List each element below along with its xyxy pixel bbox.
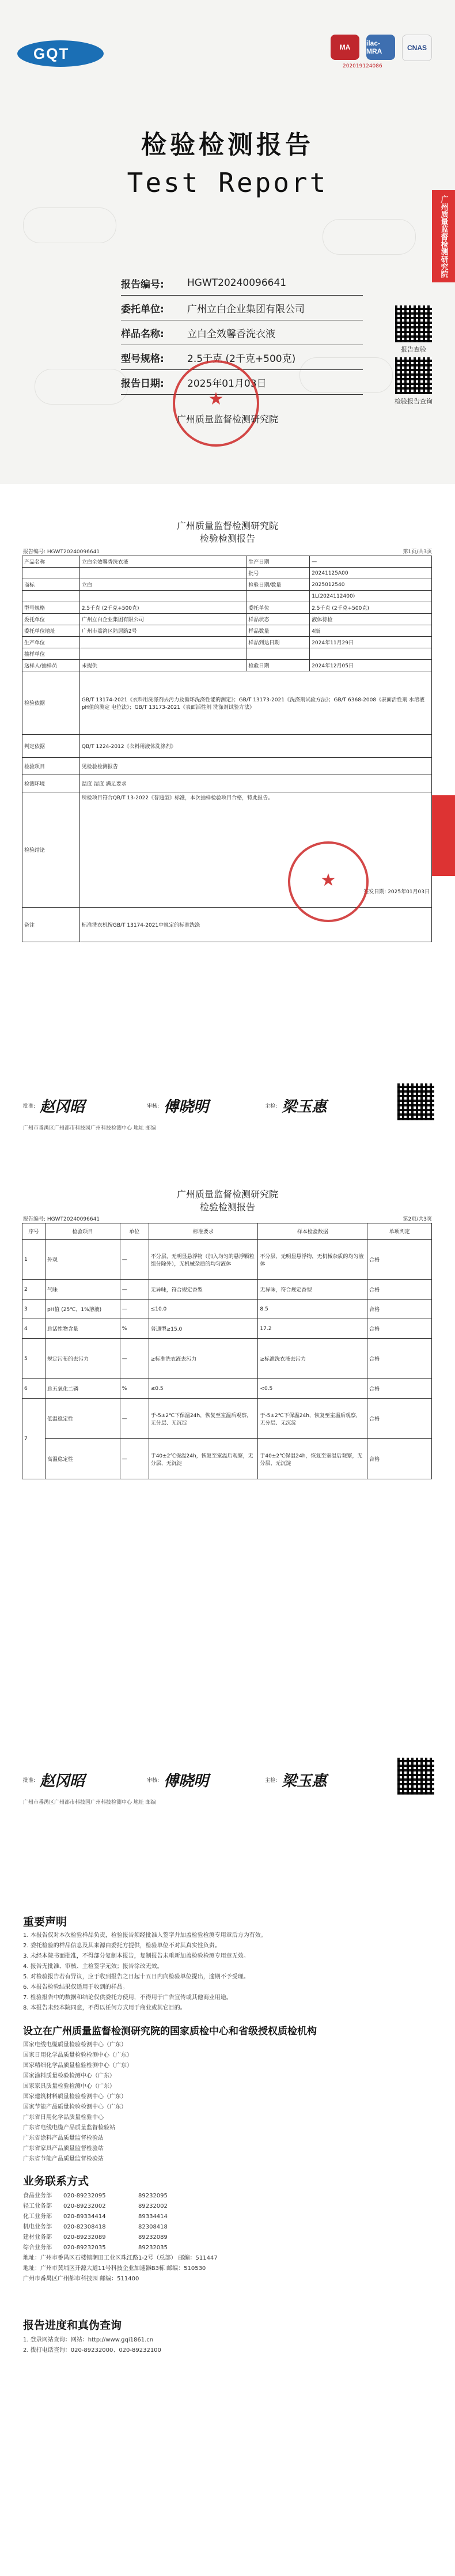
- list-item: 国家涂料质量检验检测中心（广东）: [23, 2073, 115, 2079]
- table-row: 委托单位 广州立白企业集团有限公司 样品状态 液体待检: [22, 614, 432, 625]
- contact-row: 轻工业务部 020-89232002 89232002: [23, 2203, 168, 2209]
- table-row: 3 pH值 (25℃，1%溶液) — ≤10.0 8.5 合格: [22, 1300, 432, 1319]
- info-row: 报告编号: HGWT20240096641: [121, 271, 363, 296]
- table-row: 高温稳定性 — 于40±2℃保温24h，恢复至室温后观察，无分层、无沉淀 于40±2℃保温24h，恢复至室温后观察，无分层、无沉淀 合格: [22, 1439, 432, 1479]
- page-title: 广州质量监督检测研究院: [176, 1189, 278, 1200]
- cover-subtitle: Test Report: [127, 167, 328, 198]
- table-row: 1 外观 — 不分层，无明显悬浮物（加入均匀的悬浮颗粒组分除外），无机械杂质的均匀液体 不分层，无明显悬浮物，无机械杂质的均匀液体 合格: [22, 1240, 432, 1280]
- report-page-1: [0, 484, 455, 1164]
- address-line: 地址：广州市番禺区石楼镇潮田工业区珠江路1-2号（总部） 邮编：511447: [23, 2255, 218, 2261]
- list-item: 8. 本报告未经本院同意，不得以任何方式用于商业或其它目的。: [23, 2005, 186, 2011]
- info-row: 样品名称: 立白全效馨香洗衣液: [121, 320, 363, 345]
- qr-code-icon: [395, 357, 432, 394]
- table-row: 6 总五氧化二磷 % ≤0.5 <0.5 合格: [22, 1379, 432, 1399]
- signature-approver: 赵冈昭: [40, 1098, 85, 1116]
- section-title-centers: 设立在广州质量监督检测研究院的国家质检中心和省级授权质检机构: [23, 2026, 317, 2037]
- list-item: 广东省节能产品质量监督检验站: [23, 2156, 104, 2162]
- gqt-logo: GQT: [17, 40, 104, 67]
- report-info-table: [22, 556, 432, 942]
- footer-address: 广州市番禺区广州都市科技园广州科技检测中心 地址 邮编: [23, 1125, 156, 1131]
- section-title-contact: 业务联系方式: [23, 2175, 89, 2188]
- table-header: 序号 检验项目 单位 标准要求 样本检验数据 单项判定: [22, 1223, 432, 1240]
- contact-row: 化工业务部 020-89334414 89334414: [23, 2214, 168, 2220]
- ma-cert-icon: MA: [331, 35, 359, 60]
- info-row: 型号规格: 2.5千克 (2千克+500克): [121, 345, 363, 370]
- list-item: 1. 登录网站查询：网站：http://www.gqi1861.cn: [23, 2337, 154, 2343]
- table-row: 型号规格 2.5千克 (2千克+500克) 委托单位 2.5千克 (2千克+500克): [22, 602, 432, 614]
- signature-approver: 赵冈昭: [40, 1773, 85, 1790]
- list-item: 5. 对检验报告若有异议，应于收到报告之日起十五日内向检验单位提出，逾期不予受理。: [23, 1974, 249, 1980]
- ilac-cert-icon: ilac-MRA: [366, 35, 395, 60]
- table-row: 送样人/抽样员 未提供 检验日期 2024年12月05日: [22, 660, 432, 671]
- cnas-cert-icon: CNAS: [402, 35, 432, 61]
- contact-row: 建材业务部 020-89232089 89232089: [23, 2234, 168, 2241]
- results-table: [22, 1223, 432, 1479]
- table-row: 备注 标准洗衣机按GB/T 13174-2021中规定的标准洗涤: [22, 908, 432, 942]
- report-number: 报告编号: HGWT20240096641: [23, 549, 100, 555]
- table-row: 1L(2024112400): [22, 591, 432, 602]
- signature-inspector: 梁玉惠: [282, 1773, 327, 1790]
- signature-inspector: 梁玉惠: [282, 1098, 327, 1116]
- table-row: 检测环境 温度 湿度 满足要求: [22, 775, 432, 792]
- contact-row: 食品业务部 020-89232095 89232095: [23, 2193, 168, 2199]
- info-row: 报告日期: 2025年01月03日: [121, 370, 363, 395]
- report-page-2: [0, 1164, 455, 1838]
- list-item: 国家节能产品质量检验检测中心（广东）: [23, 2104, 127, 2110]
- footer-address: 广州市番禺区广州都市科技园广州科技检测中心 地址 邮编: [23, 1800, 156, 1806]
- table-row: 批号 20241125A00: [22, 568, 432, 579]
- list-item: 广东省日用化学品质量检验中心: [23, 2114, 104, 2121]
- contact-row: 机电业务部 020-82308418 82308418: [23, 2224, 168, 2230]
- cert-code: 202019124086: [343, 63, 382, 69]
- table-row: 检验结论 所检项目符合QB/T 13-2022《普通型》标准，本次抽样检验项目合格，特此报告。 签发日期: 2025年01月03日: [22, 792, 432, 908]
- official-seal: ★: [173, 360, 259, 447]
- qr-caption: 报告查验: [401, 346, 426, 353]
- table-row: 5 规定污布的去污力 — ≥标准洗衣液去污力 ≥标准洗衣液去污力 合格: [22, 1339, 432, 1379]
- contact-row: 综合业务部 020-89232035 89232035: [23, 2245, 168, 2251]
- statement-list: [23, 1931, 426, 2014]
- list-item: 1. 本报告仅对本次检验样品负责，检验报告须经批准人签字并加盖检验检测专用章后方为有效。: [23, 1932, 267, 1939]
- list-item: 广东省涂料产品质量监督检验站: [23, 2135, 104, 2141]
- cover-org: 广州质量监督检测研究院: [176, 414, 278, 425]
- table-row: 判定依据 QB/T 1224-2012《衣料用液体洗涤剂》: [22, 735, 432, 758]
- list-item: 国家建筑材料质量检验检测中心（广东）: [23, 2094, 127, 2100]
- table-row: 生产单位 样品到达日期 2024年11月29日: [22, 637, 432, 648]
- side-ribbon: 广州质量监督检测研究院: [432, 190, 455, 282]
- address-line: 地址：广州市黄埔区开源大道11号科技企业加速器B3栋 邮编：510530: [23, 2265, 206, 2272]
- table-row: 2 气味 — 无异味，符合规定香型 无异味，符合规定香型 合格: [22, 1280, 432, 1300]
- query-list: [23, 2335, 426, 2356]
- table-row: 检验依据 GB/T 13174-2021《衣料用洗涤剂去污力及循环洗涤性能的测定》；GB/T 13173-2021《洗涤剂试验方法》；GB/T 6368-2008《表面活性剂 水溶液pH值的测定 电位法》；GB/T 13173-2021《表面活性剂 洗涤剂试验方法》: [22, 671, 432, 735]
- table-row: 委托单位地址 广州市荔湾区陆居路2号 样品数量 4瓶: [22, 625, 432, 637]
- list-item: 2. 拨打电话查询：020-89232000、020-89232100: [23, 2347, 161, 2354]
- page-number: 第1页/共3页: [403, 549, 432, 555]
- cloud-watermark: [23, 207, 116, 243]
- section-title-statement: 重要声明: [23, 1916, 67, 1928]
- cloud-watermark: [35, 369, 128, 405]
- contact-list: [23, 2191, 218, 2284]
- info-row: 委托单位: 广州立白企业集团有限公司: [121, 296, 363, 320]
- qr-code-icon: [395, 305, 432, 342]
- list-item: 国家精细化学品质量检验检测中心（广东）: [23, 2063, 132, 2069]
- table-row: 7 低温稳定性 — 于-5±2℃下保温24h，恢复至室温后观察，无分层、无沉淀 于-5±2℃下保温24h，恢复至室温后观察，无分层、无沉淀 合格: [22, 1399, 432, 1439]
- table-row: 抽样单位: [22, 648, 432, 660]
- signature-row: 批准: 赵冈昭 审核: 傅晓明 主检: 梁玉惠: [23, 1095, 331, 1116]
- cert-logos: [331, 35, 432, 61]
- page-subtitle: 检验检测报告: [199, 533, 255, 544]
- qr-caption: 检验报告查询: [395, 398, 433, 405]
- statement-page: [0, 1838, 455, 2576]
- table-row: 产品名称 立白全效馨香洗衣液 生产日期 —: [22, 556, 432, 568]
- official-seal: ★: [288, 841, 369, 922]
- list-item: 2. 委托检验的样品信息及其来源由委托方提供，检验单位不对其真实性负责。: [23, 1943, 221, 1949]
- table-row: 商标 立白 检验日期/数量 2025012540: [22, 579, 432, 591]
- page-subtitle: 检验检测报告: [199, 1202, 255, 1213]
- page-number: 第2页/共3页: [403, 1217, 432, 1222]
- report-number: 报告编号: HGWT20240096641: [23, 1217, 100, 1222]
- list-item: 广东省电线电缆产品质量监督检验站: [23, 2125, 115, 2131]
- side-ribbon: [432, 795, 455, 876]
- qr-code-icon: [397, 1758, 434, 1795]
- list-item: 广东省家具产品质量监督检验站: [23, 2146, 104, 2152]
- signature-reviewer: 傅晓明: [164, 1773, 209, 1790]
- list-item: 4. 报告无批准、审核、主检签字无效；报告涂改无效。: [23, 1963, 163, 1970]
- signature-reviewer: 傅晓明: [164, 1098, 209, 1116]
- page-title: 广州质量监督检测研究院: [176, 520, 278, 531]
- centers-list: [23, 2040, 426, 2165]
- table-row: 4 总活性物含量 % 普通型≥15.0 17.2 合格: [22, 1319, 432, 1339]
- cloud-watermark: [323, 219, 416, 255]
- list-item: 国家日用化学品质量检验检测中心（广东）: [23, 2052, 132, 2058]
- list-item: 国家电线电缆质量检验检测中心（广东）: [23, 2042, 127, 2048]
- address-line: 广州市番禺区广州都市科技园 邮编：511400: [23, 2276, 139, 2282]
- list-item: 3. 未经本院书面批准，不得部分复制本报告，复制报告未重新加盖检验检测专用章无效。: [23, 1953, 249, 1959]
- qr-code-icon: [397, 1083, 434, 1120]
- list-item: 7. 检验报告中的数据和结论仅供委托方使用，不得用于广告宣传或其他商业用途。: [23, 1995, 232, 2001]
- cover-title: 检验检测报告: [141, 130, 314, 160]
- cover-page: [0, 0, 455, 484]
- list-item: 国家家具质量检验检测中心（广东）: [23, 2083, 115, 2090]
- list-item: 6. 本报告检验结果仅适用于收到的样品。: [23, 1984, 128, 1990]
- section-title-query: 报告进度和真伪查询: [23, 2319, 122, 2332]
- signature-row: 批准: 赵冈昭 审核: 傅晓明 主检: 梁玉惠: [23, 1769, 331, 1791]
- table-row: 检验项目 见检验检测报告: [22, 758, 432, 775]
